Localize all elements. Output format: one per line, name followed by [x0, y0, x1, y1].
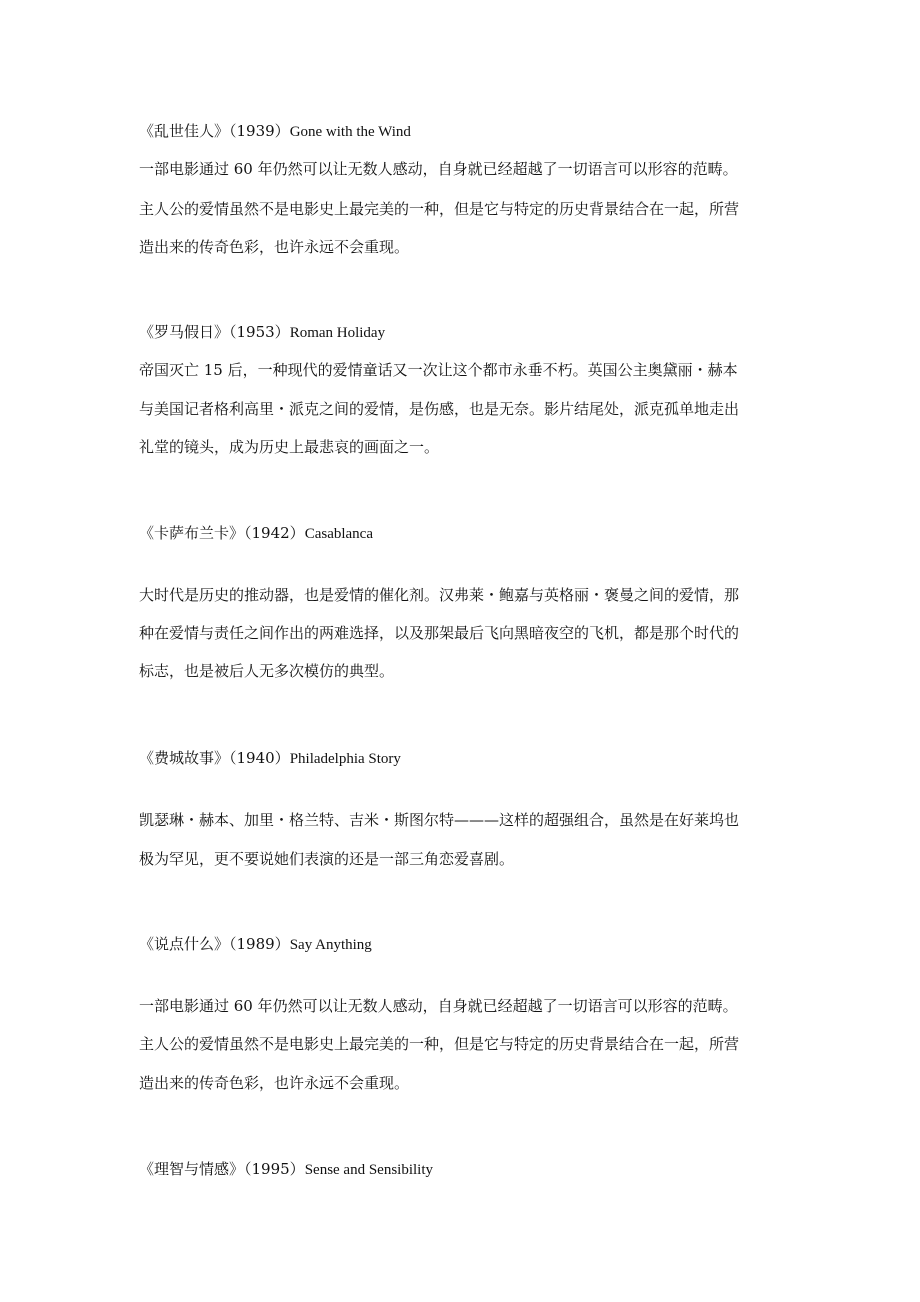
title-english: Gone with the Wind: [289, 124, 411, 140]
paragraph-line: 标志，也是被后人无多次模仿的典型。: [139, 662, 395, 680]
title-english: Say Anything: [289, 937, 372, 953]
title-english: Sense and Sensibility: [304, 1162, 434, 1178]
title-chinese: 《乱世佳人》（1939）: [139, 122, 290, 140]
movie-title-roman-holiday: [139, 322, 789, 343]
movie-title-casablanca: [139, 523, 789, 544]
movie-title-gone-with-the-wind: [139, 121, 789, 142]
paragraph-line: 造出来的传奇色彩，也许永远不会重现。: [139, 1074, 410, 1092]
title-chinese: 《卡萨布兰卡》（1942）: [139, 524, 305, 542]
title-english: Casablanca: [304, 526, 373, 542]
paragraph-line: 主人公的爱情虽然不是电影史上最完美的一种，但是它与特定的历史背景结合在一起，所营: [139, 1035, 740, 1053]
paragraph-line: 造出来的传奇色彩，也许永远不会重现。: [139, 238, 410, 256]
title-english: Roman Holiday: [289, 325, 386, 341]
paragraph-line: 大时代是历史的推动器，也是爱情的催化剂。汉弗莱・鲍嘉与英格丽・褒曼之间的爱情，那: [139, 586, 740, 604]
movie-title-sense-and-sensibility: [139, 1159, 789, 1180]
paragraph-line: 一部电影通过 60 年仍然可以让无数人感动，自身就已经超越了一切语言可以形容的范畴。: [139, 160, 738, 178]
title-chinese: 《罗马假日》（1953）: [139, 323, 290, 341]
paragraph-line: 一部电影通过 60 年仍然可以让无数人感动，自身就已经超越了一切语言可以形容的范畴。: [139, 997, 738, 1015]
paragraph-line: 礼堂的镜头，成为历史上最悲哀的画面之一。: [139, 438, 440, 456]
paragraph-line: 主人公的爱情虽然不是电影史上最完美的一种，但是它与特定的历史背景结合在一起，所营: [139, 200, 740, 218]
paragraph-line: 凯瑟琳・赫本、加里・格兰特、吉米・斯图尔特———这样的超强组合，虽然是在好莱坞也: [139, 811, 740, 829]
paragraph-line: 种在爱情与责任之间作出的两难选择，以及那架最后飞向黑暗夜空的飞机，都是那个时代的: [139, 624, 740, 642]
paragraph-line: 极为罕见，更不要说她们表演的还是一部三角恋爱喜剧。: [139, 850, 515, 868]
paragraph-line: 帝国灭亡 15 后，一种现代的爱情童话又一次让这个都市永垂不朽。英国公主奥黛丽・赫本: [139, 361, 738, 379]
title-chinese: 《理智与情感》（1995）: [139, 1160, 305, 1178]
movie-title-say-anything: [139, 934, 789, 955]
title-english: Philadelphia Story: [289, 751, 401, 767]
title-chinese: 《费城故事》（1940）: [139, 749, 290, 767]
movie-title-philadelphia-story: [139, 748, 789, 769]
title-chinese: 《说点什么》（1989）: [139, 935, 290, 953]
paragraph-line: 与美国记者格利高里・派克之间的爱情，是伤感，也是无奈。影片结尾处，派克孤单地走出: [139, 400, 740, 418]
